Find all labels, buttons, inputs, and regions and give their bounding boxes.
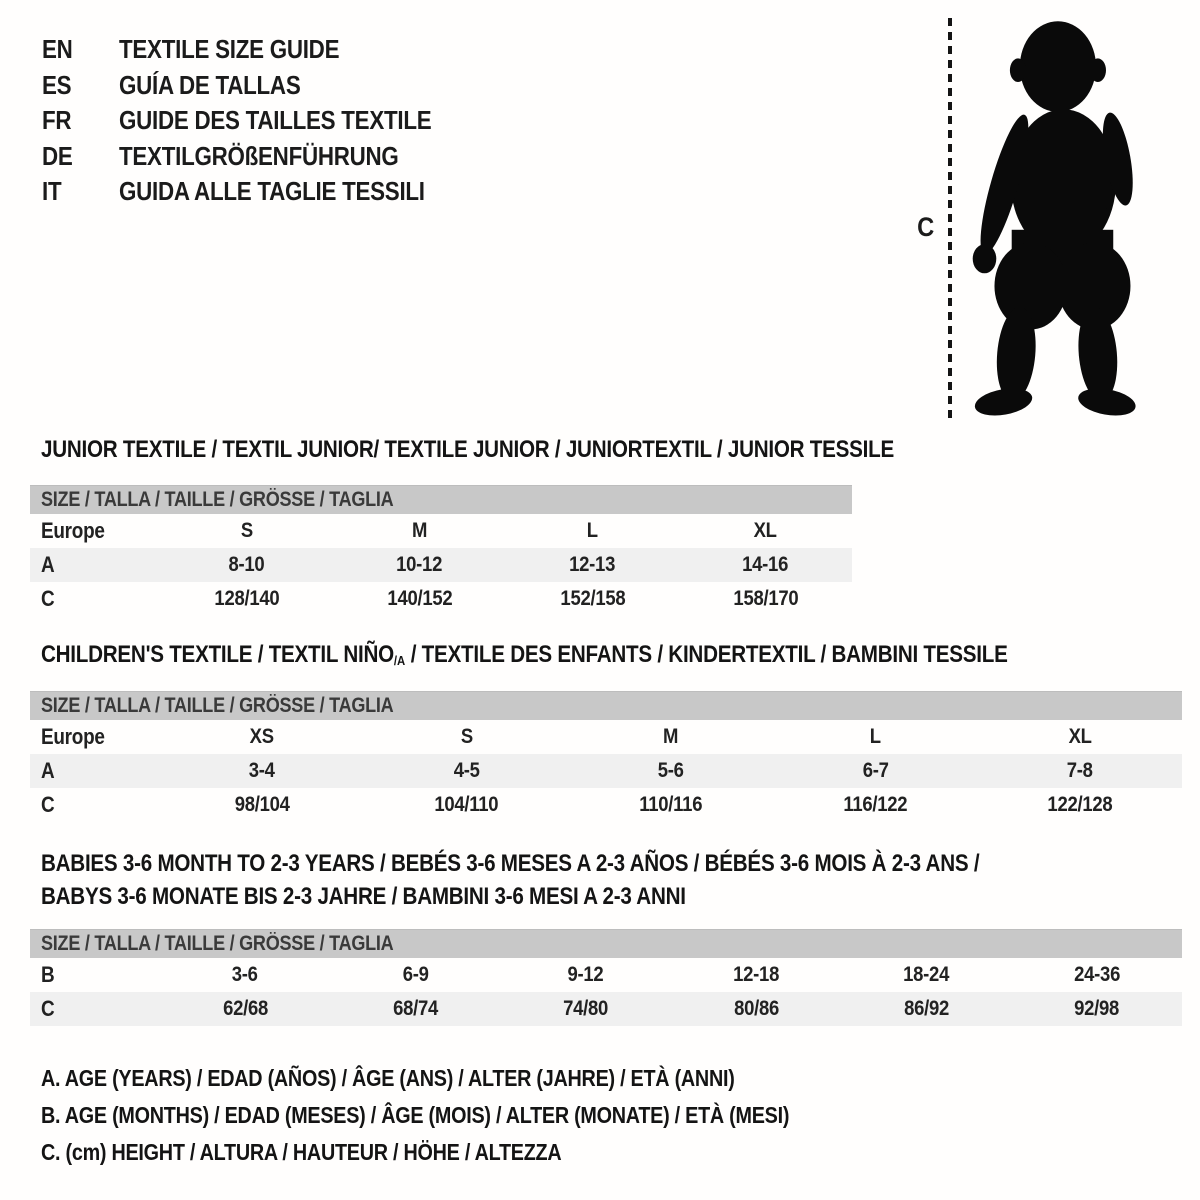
lang-row-de [42,139,482,175]
junior-size-table [30,485,852,616]
babies-size-table [30,929,1182,1026]
table-row: Europe XS S M L XL [41,724,1092,749]
height-measure-dashed-line [948,18,952,418]
nino-a-subscript: /A [393,653,406,668]
lang-row-es [42,68,482,104]
table-row: Europe S M L XL [41,518,778,543]
lang-code-es: ES [42,69,72,100]
height-measure-label: C [917,212,935,242]
lang-title-en: TEXTILE SIZE GUIDE [119,34,340,65]
legend-line-c: C. (cm) HEIGHT / ALTURA / HAUTEUR / HÖHE / ALTEZZA [41,1139,562,1165]
lang-title-fr: GUIDE DES TAILLES TEXTILE [119,105,432,136]
junior-size-header-bar: SIZE / TALLA / TAILLE / GRÖSSE / TAGLIA [30,485,852,514]
table-row: B 3-6 6-9 9-12 12-18 18-24 24-36 [41,962,1120,987]
table-row: C 128/140 140/152 152/158 158/170 [41,586,798,611]
lang-code-de: DE [42,140,73,171]
lang-title-es: GUÍA DE TALLAS [119,69,301,100]
children-size-header-bar: SIZE / TALLA / TAILLE / GRÖSSE / TAGLIA [30,691,1182,720]
lang-code-fr: FR [42,105,72,136]
lang-title-it: GUIDA ALLE TAGLIE TESSILI [119,176,425,207]
table-row: C 98/104 104/110 110/116 116/122 122/128 [41,792,1113,817]
junior-section-title: JUNIOR TEXTILE / TEXTIL JUNIOR/ TEXTILE JUNIOR / JUNIORTEXTIL / JUNIOR TESSILE [41,436,894,463]
babies-section-title-line1: BABIES 3-6 MONTH TO 2-3 YEARS / BEBÉS 3-6 MESES A 2-3 AÑOS / BÉBÉS 3-6 MOIS À 2-3 ANS / [41,850,980,877]
babies-section-title-line2: BABYS 3-6 MONATE BIS 2-3 JAHRE / BAMBINI 3-6 MESI A 2-3 ANNI [41,883,686,910]
legend-line-b: B. AGE (MONTHS) / EDAD (MESES) / ÂGE (MOIS) / ALTER (MONATE) / ETÀ (MESI) [41,1102,790,1128]
measure-legend [41,1060,911,1171]
lang-code-en: EN [42,34,73,65]
table-row: A 3-4 4-5 5-6 6-7 7-8 [30,754,1182,788]
language-title-list [42,32,482,210]
lang-row-en [42,32,482,68]
lang-title-de: TEXTILGRÖßENFÜHRUNG [119,140,399,171]
table-row: A 8-10 10-12 12-13 14-16 [30,548,852,582]
toddler-silhouette [960,14,1145,422]
children-size-table [30,691,1182,822]
lang-row-it [42,174,482,210]
lang-row-fr [42,103,482,139]
table-row: C 62/68 68/74 74/80 80/86 86/92 92/98 [30,992,1182,1026]
lang-code-it: IT [42,176,62,207]
legend-line-a: A. AGE (YEARS) / EDAD (AÑOS) / ÂGE (ANS) / ALTER (JAHRE) / ETÀ (ANNI) [41,1065,735,1091]
children-section-title: CHILDREN'S TEXTILE / TEXTIL NIÑO/A / TEXTILE DES ENFANTS / KINDERTEXTIL / BAMBINI TESSILE [41,641,1008,668]
babies-size-header-bar: SIZE / TALLA / TAILLE / GRÖSSE / TAGLIA [30,929,1182,958]
